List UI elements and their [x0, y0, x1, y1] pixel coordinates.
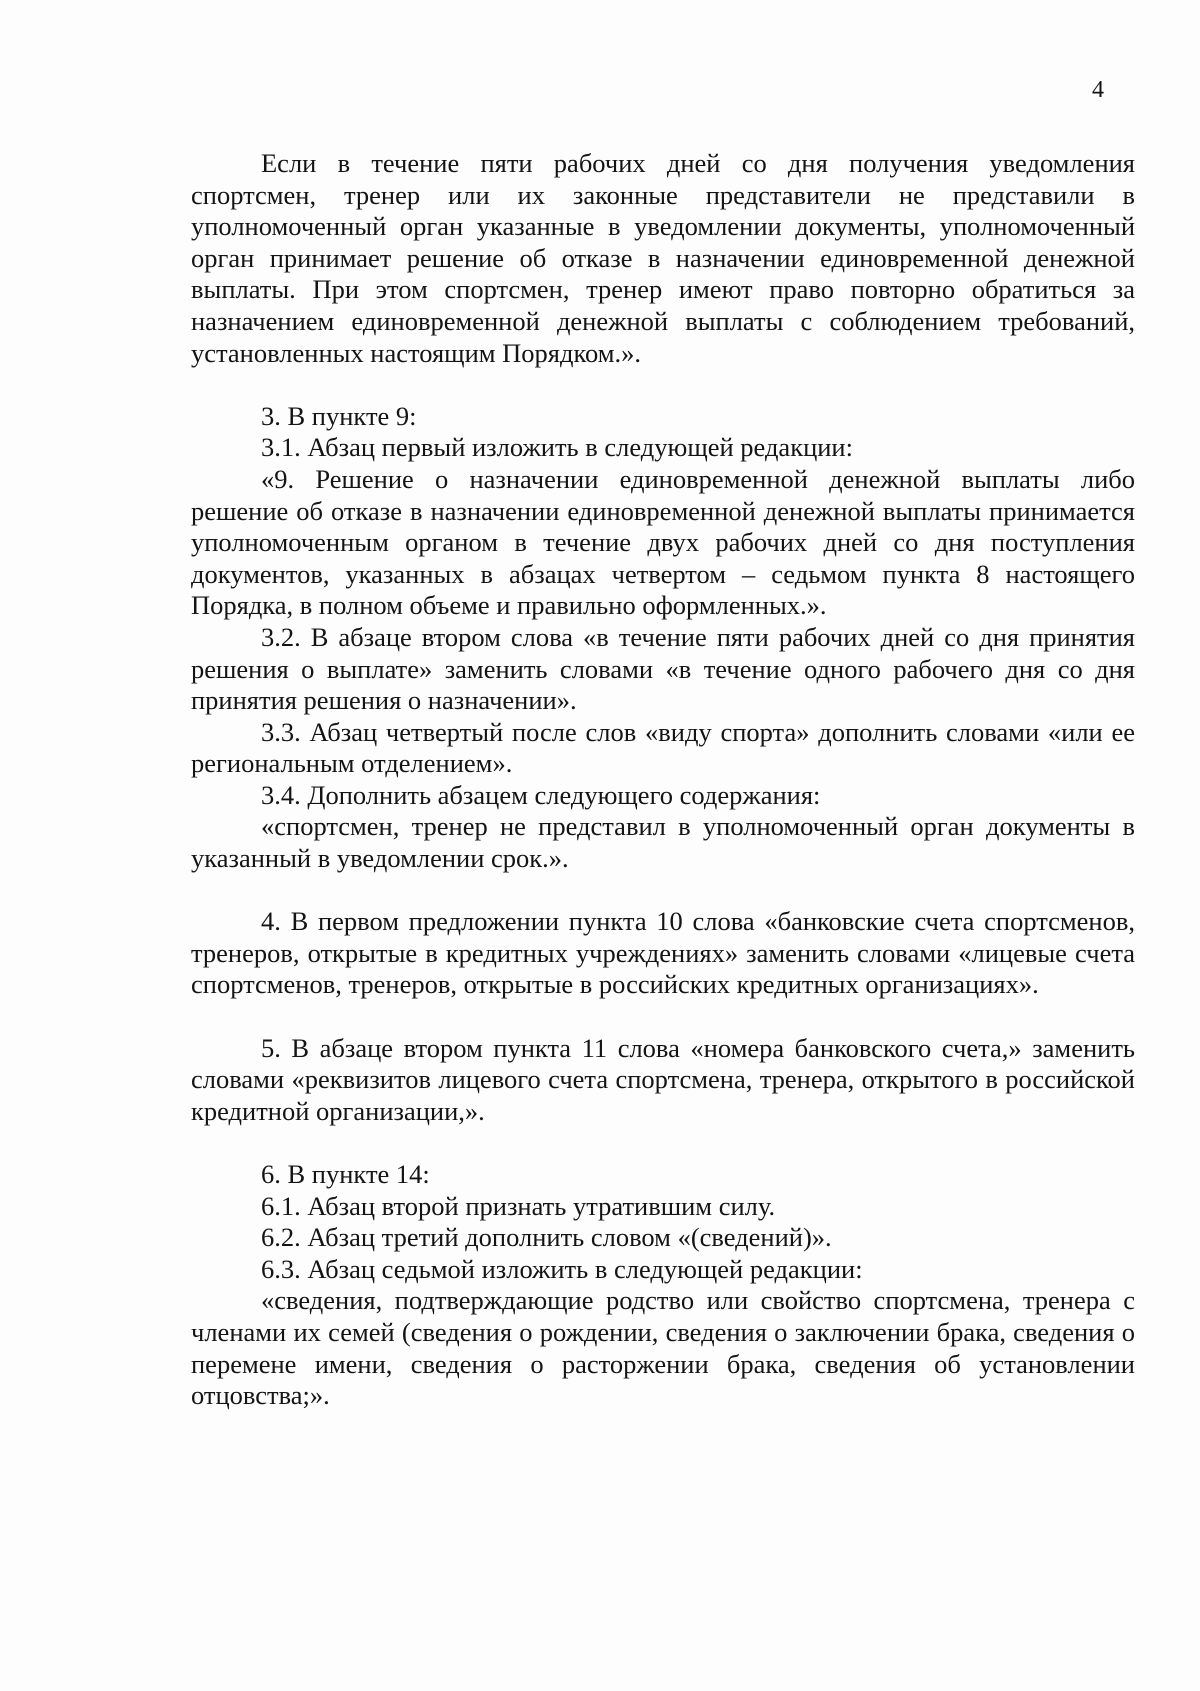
paragraph-item-4: 4. В первом предложении пункта 10 слова «банковские счета спортсменов, тренеров, открытые в кредитных учреждениях» заменить словами «лицевые счета спортсменов, тренеров, открытые в российских кредитных организациях».	[191, 906, 1135, 1000]
paragraph-item-3-3: 3.3. Абзац четвертый после слов «виду спорта» дополнить словами «или ее региональным отделением».	[191, 716, 1135, 779]
paragraph-item-9-text: «9. Решение о назначении единовременной денежной выплаты либо решение об отказе в назначении единовременной денежной выплаты принимается уполномоченным органом в течение двух рабочих дней со дня поступления документов, указанных в абзацах четвертом – седьмом пункта 8 настоящего Порядка, в полном объеме и правильно оформленных.».	[191, 463, 1135, 621]
paragraph-item-6-3-text: «сведения, подтверждающие родство или свойство спортсмена, тренера с членами их семей (сведения о рождении, сведения о заключении брака, сведения о перемене имени, сведения о расторжении брака, сведения об установлении отцовства;».	[191, 1285, 1135, 1411]
paragraph-item-6-2: 6.2. Абзац третий дополнить словом «(сведений)».	[261, 1222, 832, 1253]
page-number: 4	[1092, 77, 1104, 103]
paragraph-item-3-2: 3.2. В абзаце втором слова «в течение пяти рабочих дней со дня принятия решения о выплате» заменить словами «в течение одного рабочего дня со дня принятия решения о назначении».	[191, 621, 1135, 716]
document-body	[191, 148, 1135, 1412]
paragraph-item-6-heading: 6. В пункте 14:	[261, 1159, 430, 1189]
paragraph-item-3-4-text: «спортсмен, тренер не представил в уполномоченный орган документы в указанный в уведомлении срок.».	[191, 811, 1135, 874]
paragraph-item-3-4: 3.4. Дополнить абзацем следующего содержания:	[261, 779, 821, 810]
paragraph-item-6-1: 6.1. Абзац второй признать утратившим силу.	[261, 1190, 776, 1221]
paragraph-item-6-3: 6.3. Абзац седьмой изложить в следующей редакции:	[261, 1253, 863, 1284]
paragraph-item-5: 5. В абзаце втором пункта 11 слова «номера банковского счета,» заменить словами «реквизитов лицевого счета спортсмена, тренера, открытого в российской кредитной организации,».	[191, 1032, 1135, 1126]
paragraph-notice-deadline: Если в течение пяти рабочих дней со дня получения уведомления спортсмен, тренер или их законные представители не представили в уполномоченный орган указанные в уведомлении документы, уполномоченный орган принимает решение об отказе в назначении единовременной денежной выплаты. При этом спортсмен, тренер имеют право повторно обратиться за назначением единовременной денежной выплаты с соблюдением требований, установленных настоящим Порядком.».	[191, 148, 1135, 368]
paragraph-item-3-heading: 3. В пункте 9:	[261, 400, 417, 431]
paragraph-item-3-1: 3.1. Абзац первый изложить в следующей редакции:	[261, 432, 853, 463]
